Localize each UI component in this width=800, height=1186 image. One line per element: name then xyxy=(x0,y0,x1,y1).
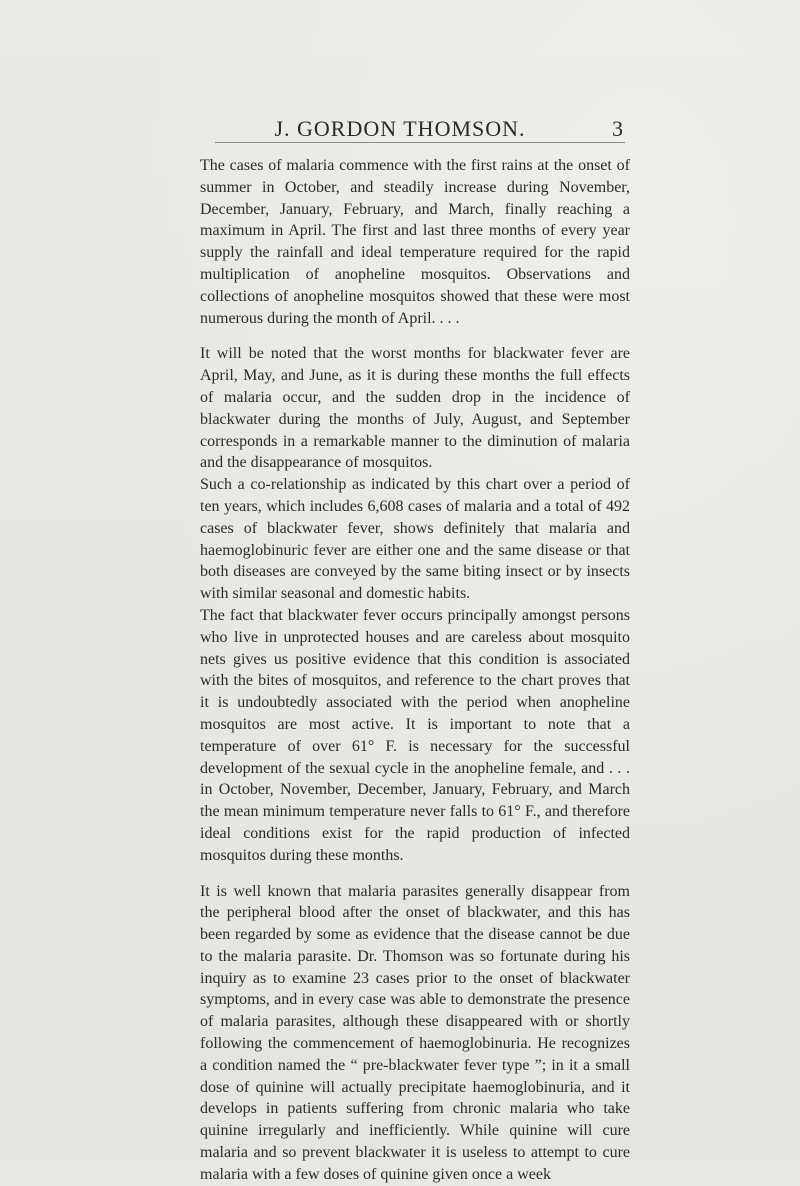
paragraph: Such a co-relationship as indicated by this chart over a period of ten years, which includes 6,608 cases of malaria and a total of 492 cases of blackwater fever, shows definitely that malaria and haemoglobinuric fever are either one and the same disease or that both diseases are conveyed by the same biting insect or by insects with similar seasonal and domestic habits. xyxy=(200,476,630,603)
page-number: 3 xyxy=(612,116,623,141)
header-title: J. GORDON THOMSON. xyxy=(274,116,526,141)
paragraph: The fact that blackwater fever occurs principally amongst persons who live in unprotected houses and are careless about mosquito nets gives us positive evidence that this condition is associated with the bites of mosquitos, and reference to the chart proves that it is undoubtedly associated with the period when anopheline mosquitos are most active. It is important to note that a temperature of over 61° F. is necessary for the successful development of the sexual cycle in the anopheline female, and . . . in October, November, December, January, February, and March the mean minimum temperature never falls to 61° F., and therefore ideal conditions exist for the rapid production of infected mosquitos during these months. xyxy=(200,606,630,864)
paragraph: The cases of malaria commence with the first rains at the onset of summer in October, and steadily increase during November, December, January, February, and March, finally reaching a maximum in April. The first and last three months of every year supply the rainfall and ideal temperature required for the rapid multiplication of anopheline mosquitos. Observations and collections of anopheline mosquitos showed that these were most numerous during the month of April. . . . xyxy=(200,157,630,327)
body-text xyxy=(200,155,630,1186)
paragraph: It is well known that malaria parasites generally disappear from the peripheral blood after the onset of blackwater, and this has been regarded by some as evidence that the disease cannot be due to the malaria parasite. Dr. Thomson was so fortunate during his inquiry as to examine 23 cases prior to the onset of blackwater symptoms, and in every case was able to demonstrate the presence of malaria parasites, although these disappeared with or shortly following the commencement of haemoglobinuria. He recognizes a condition named the “ pre-blackwater fever type ”; in it a small dose of quinine will actually precipitate haemoglobinuria, and it develops in patients suffering from chronic malaria who take quinine irregularly and inefficiently. While quinine will cure malaria and so prevent blackwater it is useless to attempt to cure malaria with a few doses of quinine given once a week xyxy=(200,882,630,1183)
header-rule xyxy=(215,142,625,143)
paragraph: It will be noted that the worst months for blackwater fever are April, May, and June, as it is during these months the full effects of malaria occur, and the sudden drop in the incidence of blackwater during the months of July, August, and September corresponds in a remarkable manner to the diminution of malaria and the disappearance of mosquitos. xyxy=(200,345,630,472)
